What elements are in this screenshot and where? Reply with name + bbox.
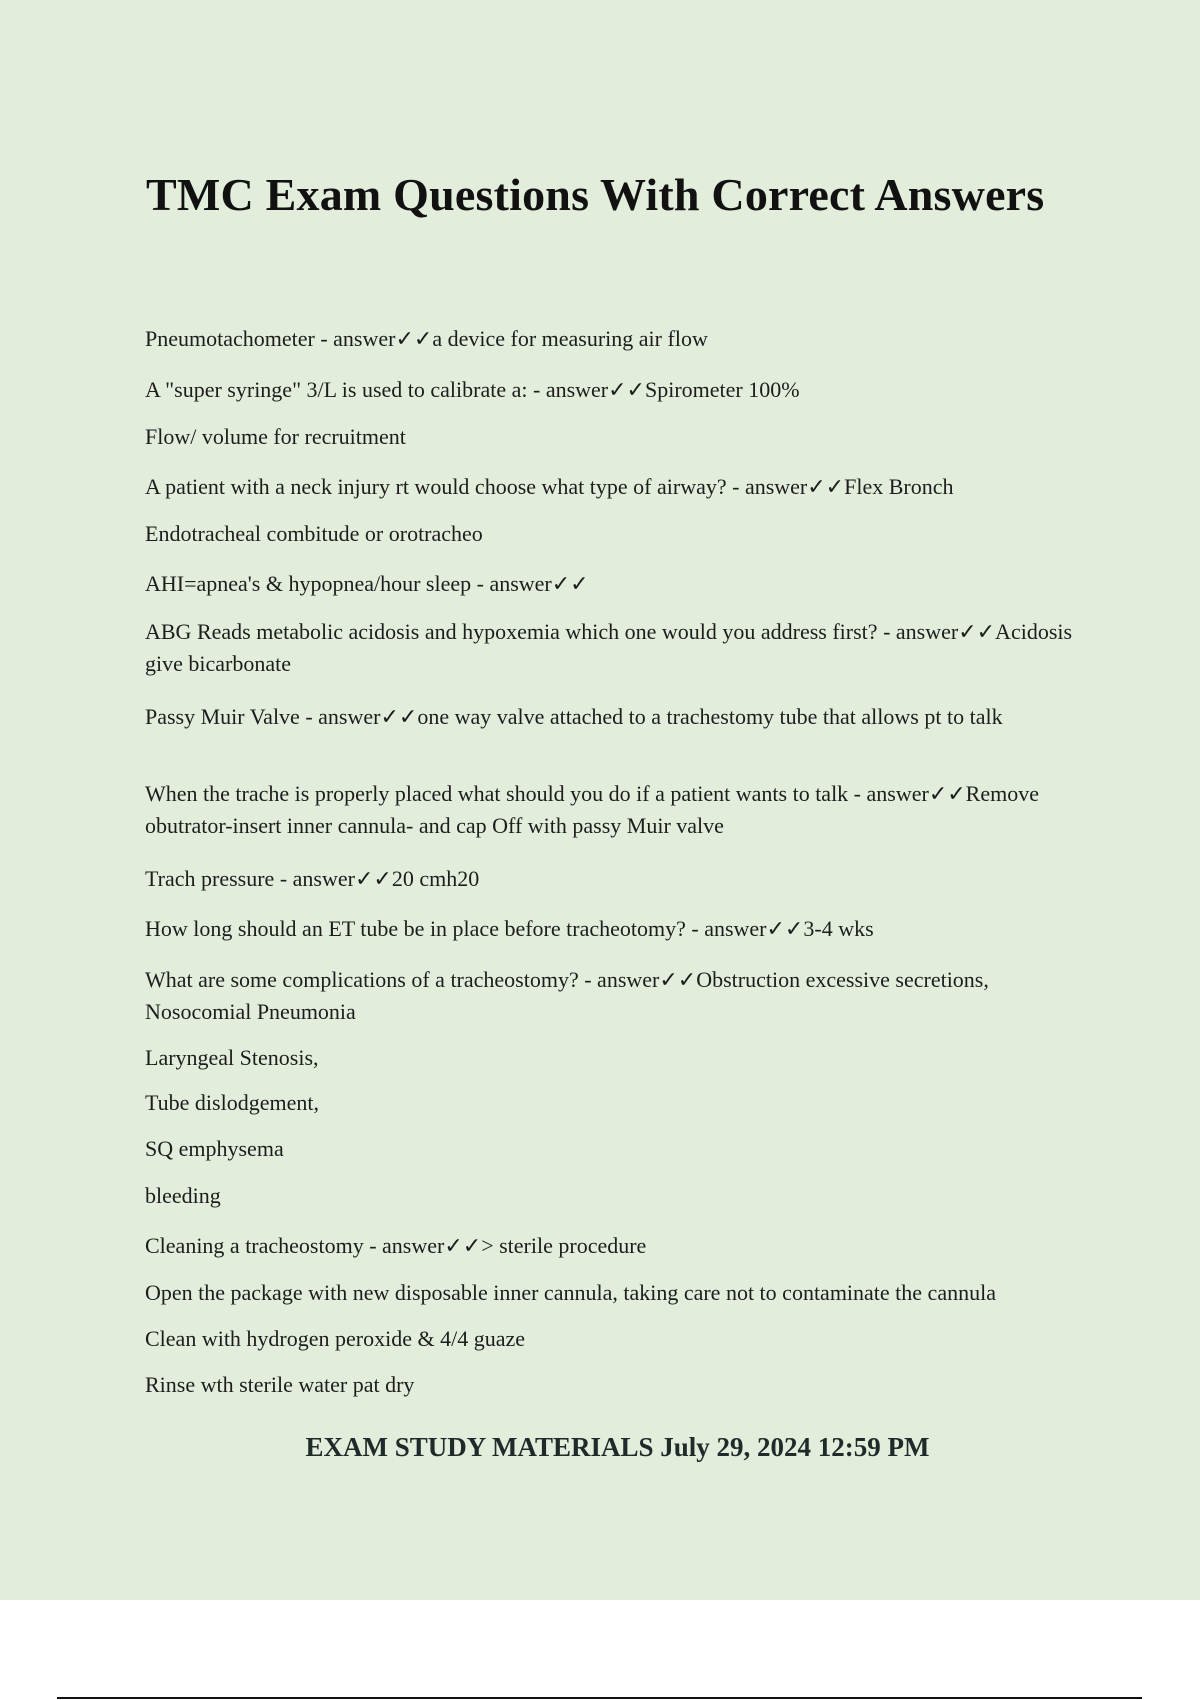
qa-line: Open the package with new disposable inner cannula, taking care not to contaminate the cannula (145, 1280, 996, 1305)
qa-line: bleeding (145, 1183, 221, 1208)
qa-line: AHI=apnea's & hypopnea/hour sleep - answer✓✓ (145, 571, 589, 596)
qa-line: A patient with a neck injury rt would choose what type of airway? - answer✓✓Flex Bronch (145, 474, 954, 499)
document-footer (0, 1432, 1200, 1463)
document-title: TMC Exam Questions With Correct Answers (146, 169, 1045, 220)
footer-label: EXAM STUDY MATERIALS (305, 1432, 654, 1462)
footer-date: July 29, 2024 (660, 1432, 812, 1462)
qa-line: ABG Reads metabolic acidosis and hypoxemia which one would you address first? - answer✓✓Acidosis give bicarbonate (145, 619, 1073, 676)
qa-line: When the trache is properly placed what should you do if a patient wants to talk - answer✓✓Remove obutrator-insert inner cannula- and cap Off with passy Muir valve (145, 781, 1039, 838)
qa-line: Clean with hydrogen peroxide & 4/4 guaze (145, 1326, 526, 1351)
qa-line: How long should an ET tube be in place before tracheotomy? - answer✓✓3-4 wks (145, 916, 874, 941)
qa-line: Tube dislodgement, (145, 1090, 319, 1115)
qa-line: Trach pressure - answer✓✓20 cmh20 (145, 866, 480, 891)
qa-line: Flow/ volume for recruitment (145, 424, 406, 449)
qa-line: Endotracheal combitude or orotracheo (145, 521, 483, 546)
qa-line: Rinse wth sterile water pat dry (145, 1372, 415, 1397)
qa-line: Cleaning a tracheostomy - answer✓✓> sterile procedure (145, 1233, 647, 1258)
qa-line: Passy Muir Valve - answer✓✓one way valve attached to a trachestomy tube that allows pt to talk (145, 704, 1003, 729)
qa-line: Laryngeal Stenosis, (145, 1045, 319, 1070)
footer-time: 12:59 PM (817, 1432, 930, 1462)
bottom-divider (57, 1697, 1142, 1699)
qa-line: SQ emphysema (145, 1136, 284, 1161)
qa-line: What are some complications of a tracheostomy? - answer✓✓Obstruction excessive secretions, Nosocomial Pneumonia (145, 967, 989, 1024)
qa-line: A "super syringe" 3/L is used to calibrate a: - answer✓✓Spirometer 100% (145, 377, 800, 402)
qa-line: Pneumotachometer - answer✓✓a device for measuring air flow (145, 326, 708, 351)
